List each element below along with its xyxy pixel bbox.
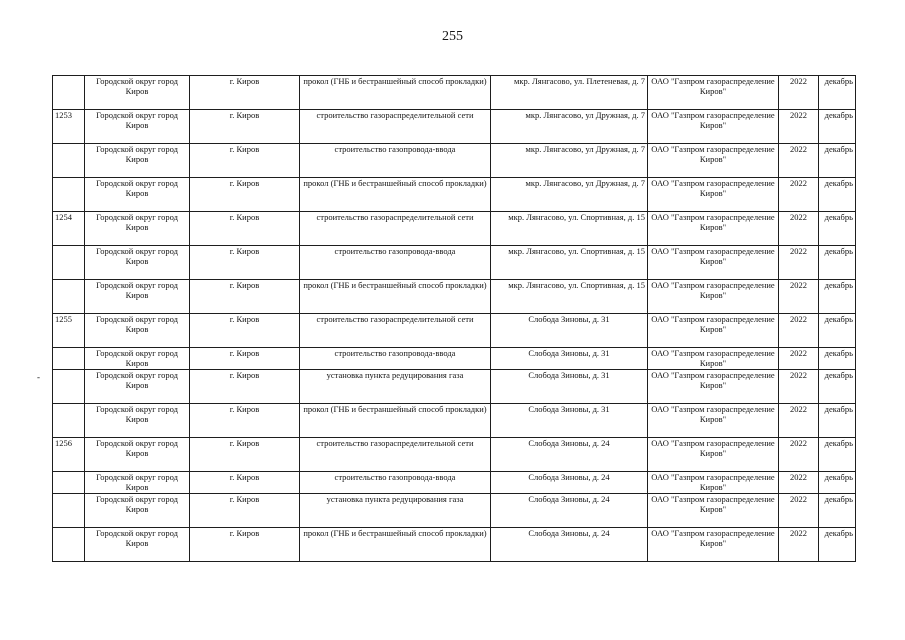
address-cell [491, 178, 648, 212]
work-type: прокол (ГНБ и бестраншейный способ прокладки) [303, 280, 487, 290]
organization-line-2: Киров" [699, 324, 727, 334]
municipality-line-2: Киров [125, 448, 149, 458]
municipality-line-1: Городской округ город [96, 404, 178, 414]
organization-line-2: Киров" [699, 120, 727, 130]
row-number: 1256 [55, 438, 72, 448]
address: Слобода Зиновы, д. 24 [528, 528, 610, 538]
month-cell [819, 178, 856, 212]
table-row [53, 438, 856, 472]
address: Слобода Зиновы, д. 24 [528, 494, 610, 504]
address-cell [491, 110, 648, 144]
month-cell [819, 528, 856, 562]
month-cell [819, 404, 856, 438]
year-cell [779, 144, 819, 178]
year-cell [779, 246, 819, 280]
organization-line-2: Киров" [699, 538, 727, 548]
municipality-cell [85, 404, 190, 438]
address: мкр. Лянгасово, ул Дружная, д. 7 [525, 144, 645, 154]
organization-line-1: ОАО "Газпром газораспределение [651, 528, 775, 538]
work-type-cell [300, 280, 491, 314]
municipality-cell [85, 348, 190, 370]
row-number-cell [53, 314, 85, 348]
address: мкр. Лянгасово, ул. Спортивная, д. 15 [508, 246, 645, 256]
work-type: строительство газораспределительной сети [316, 212, 474, 222]
month-cell [819, 246, 856, 280]
municipality-line-2: Киров [125, 290, 149, 300]
table-row [53, 212, 856, 246]
locality-cell [190, 528, 300, 562]
municipality-line-2: Киров [125, 86, 149, 96]
work-type: прокол (ГНБ и бестраншейный способ прокладки) [303, 76, 487, 86]
municipality-line-1: Городской округ город [96, 110, 178, 120]
month-cell [819, 76, 856, 110]
row-number-cell [53, 528, 85, 562]
work-type-cell [300, 404, 491, 438]
work-type-cell [300, 76, 491, 110]
organization-cell [648, 314, 779, 348]
month: декабрь [824, 246, 853, 256]
municipality-line-1: Городской округ город [96, 472, 178, 482]
table-row [53, 110, 856, 144]
row-number: 1254 [55, 212, 72, 222]
work-type: строительство газопровода-ввода [334, 348, 456, 358]
locality: г. Киров [229, 76, 260, 86]
year-cell [779, 212, 819, 246]
work-type: прокол (ГНБ и бестраншейный способ прокладки) [303, 178, 487, 188]
locality: г. Киров [229, 528, 260, 538]
municipality-line-2: Киров [125, 380, 149, 390]
municipality-cell [85, 528, 190, 562]
work-type: строительство газопровода-ввода [334, 472, 456, 482]
work-type-cell [300, 528, 491, 562]
locality-cell [190, 178, 300, 212]
month: декабрь [824, 110, 853, 120]
table-row [53, 348, 856, 370]
municipality-line-1: Городской округ город [96, 494, 178, 504]
municipality-cell [85, 246, 190, 280]
month-cell [819, 438, 856, 472]
table-row [53, 370, 856, 404]
table-row [53, 144, 856, 178]
address-cell [491, 472, 648, 494]
year: 2022 [790, 404, 807, 414]
month: декабрь [824, 494, 853, 504]
year-cell [779, 438, 819, 472]
municipality-line-2: Киров [125, 358, 149, 368]
month: декабрь [824, 178, 853, 188]
work-type: строительство газораспределительной сети [316, 438, 474, 448]
organization-cell [648, 472, 779, 494]
municipality-cell [85, 212, 190, 246]
municipality-cell [85, 110, 190, 144]
municipality-line-1: Городской округ город [96, 370, 178, 380]
locality: г. Киров [229, 472, 260, 482]
address: мкр. Лянгасово, ул. Спортивная, д. 15 [508, 212, 645, 222]
municipality-line-2: Киров [125, 188, 149, 198]
organization-cell [648, 280, 779, 314]
work-type-cell [300, 178, 491, 212]
table-row [53, 178, 856, 212]
year-cell [779, 370, 819, 404]
month: декабрь [824, 76, 853, 86]
locality: г. Киров [229, 404, 260, 414]
municipality-cell [85, 370, 190, 404]
address-cell [491, 280, 648, 314]
year-cell [779, 528, 819, 562]
address-cell [491, 404, 648, 438]
month-cell [819, 144, 856, 178]
margin-mark: - [37, 372, 40, 382]
organization-cell [648, 348, 779, 370]
organization-line-2: Киров" [699, 222, 727, 232]
year-cell [779, 404, 819, 438]
locality-cell [190, 246, 300, 280]
locality-cell [190, 76, 300, 110]
month-cell [819, 280, 856, 314]
row-number-cell [53, 246, 85, 280]
month: декабрь [824, 472, 853, 482]
work-type-cell [300, 144, 491, 178]
municipality-line-1: Городской округ город [96, 528, 178, 538]
work-type-cell [300, 370, 491, 404]
table-row [53, 494, 856, 528]
locality-cell [190, 472, 300, 494]
municipality-line-2: Киров [125, 120, 149, 130]
year: 2022 [790, 144, 807, 154]
year: 2022 [790, 178, 807, 188]
locality: г. Киров [229, 348, 260, 358]
municipality-cell [85, 144, 190, 178]
address: Слобода Зиновы, д. 24 [528, 472, 610, 482]
organization-line-1: ОАО "Газпром газораспределение [651, 494, 775, 504]
municipality-line-2: Киров [125, 504, 149, 514]
locality-cell [190, 404, 300, 438]
address-cell [491, 494, 648, 528]
locality: г. Киров [229, 314, 260, 324]
organization-line-1: ОАО "Газпром газораспределение [651, 280, 775, 290]
locality-cell [190, 280, 300, 314]
page-number: 255 [442, 29, 463, 44]
year-cell [779, 280, 819, 314]
address-cell [491, 246, 648, 280]
address: мкр. Лянгасово, ул. Плетеневая, д. 7 [514, 76, 645, 86]
month: декабрь [824, 528, 853, 538]
month-cell [819, 494, 856, 528]
work-type: установка пункта редуцирования газа [326, 494, 464, 504]
locality: г. Киров [229, 212, 260, 222]
locality-cell [190, 110, 300, 144]
organization-cell [648, 110, 779, 144]
work-type-cell [300, 246, 491, 280]
work-type: строительство газораспределительной сети [316, 110, 474, 120]
address: Слобода Зиновы, д. 31 [528, 370, 610, 380]
work-type-cell [300, 494, 491, 528]
work-type-cell [300, 314, 491, 348]
year: 2022 [790, 348, 807, 358]
year: 2022 [790, 110, 807, 120]
organization-line-2: Киров" [699, 504, 727, 514]
municipality-cell [85, 438, 190, 472]
organization-line-2: Киров" [699, 188, 727, 198]
address-cell [491, 348, 648, 370]
organization-line-2: Киров" [699, 86, 727, 96]
year-cell [779, 314, 819, 348]
municipality-line-1: Городской округ город [96, 76, 178, 86]
year: 2022 [790, 212, 807, 222]
work-type-cell [300, 438, 491, 472]
work-type-cell [300, 110, 491, 144]
table-row [53, 528, 856, 562]
year-cell [779, 348, 819, 370]
row-number-cell [53, 212, 85, 246]
row-number-cell [53, 280, 85, 314]
municipality-cell [85, 314, 190, 348]
organization-line-1: ОАО "Газпром газораспределение [651, 212, 775, 222]
row-number: 1255 [55, 314, 72, 324]
organization-line-1: ОАО "Газпром газораспределение [651, 404, 775, 414]
year: 2022 [790, 314, 807, 324]
municipality-line-1: Городской округ город [96, 212, 178, 222]
locality: г. Киров [229, 438, 260, 448]
locality: г. Киров [229, 280, 260, 290]
organization-line-1: ОАО "Газпром газораспределение [651, 76, 775, 86]
month: декабрь [824, 212, 853, 222]
municipality-line-1: Городской округ город [96, 314, 178, 324]
row-number: 1253 [55, 110, 72, 120]
address-cell [491, 212, 648, 246]
organization-cell [648, 212, 779, 246]
organization-cell [648, 246, 779, 280]
organization-cell [648, 76, 779, 110]
year-cell [779, 76, 819, 110]
municipality-line-1: Городской округ город [96, 144, 178, 154]
locality: г. Киров [229, 110, 260, 120]
municipality-line-2: Киров [125, 414, 149, 424]
address-cell [491, 314, 648, 348]
row-number-cell [53, 144, 85, 178]
month-cell [819, 348, 856, 370]
municipality-line-2: Киров [125, 538, 149, 548]
municipality-line-2: Киров [125, 324, 149, 334]
organization-line-1: ОАО "Газпром газораспределение [651, 438, 775, 448]
organization-line-2: Киров" [699, 256, 727, 266]
municipality-line-2: Киров [125, 222, 149, 232]
month: декабрь [824, 144, 853, 154]
locality-cell [190, 212, 300, 246]
organization-line-2: Киров" [699, 358, 727, 368]
work-type: прокол (ГНБ и бестраншейный способ прокладки) [303, 528, 487, 538]
organization-line-2: Киров" [699, 154, 727, 164]
organization-cell [648, 528, 779, 562]
organization-line-1: ОАО "Газпром газораспределение [651, 178, 775, 188]
month-cell [819, 370, 856, 404]
municipality-line-1: Городской округ город [96, 280, 178, 290]
table-row [53, 472, 856, 494]
address-cell [491, 144, 648, 178]
row-number-cell [53, 494, 85, 528]
month: декабрь [824, 280, 853, 290]
work-type: строительство газопровода-ввода [334, 144, 456, 154]
row-number-cell [53, 76, 85, 110]
year: 2022 [790, 494, 807, 504]
row-number-cell [53, 438, 85, 472]
table-row [53, 280, 856, 314]
work-type: прокол (ГНБ и бестраншейный способ прокладки) [303, 404, 487, 414]
locality-cell [190, 438, 300, 472]
municipality-line-2: Киров [125, 256, 149, 266]
work-type-cell [300, 472, 491, 494]
municipality-line-1: Городской округ город [96, 246, 178, 256]
address-cell [491, 528, 648, 562]
year: 2022 [790, 246, 807, 256]
municipality-line-1: Городской округ город [96, 438, 178, 448]
work-type: строительство газораспределительной сети [316, 314, 474, 324]
year: 2022 [790, 472, 807, 482]
address: Слобода Зиновы, д. 31 [528, 348, 610, 358]
locality-cell [190, 348, 300, 370]
locality: г. Киров [229, 178, 260, 188]
organization-line-1: ОАО "Газпром газораспределение [651, 348, 775, 358]
locality-cell [190, 144, 300, 178]
work-type-cell [300, 212, 491, 246]
municipality-cell [85, 494, 190, 528]
table-body [53, 76, 856, 562]
year-cell [779, 110, 819, 144]
row-number-cell [53, 178, 85, 212]
address: Слобода Зиновы, д. 24 [528, 438, 610, 448]
address: Слобода Зиновы, д. 31 [528, 404, 610, 414]
organization-cell [648, 178, 779, 212]
organization-line-2: Киров" [699, 482, 727, 492]
year: 2022 [790, 76, 807, 86]
locality: г. Киров [229, 144, 260, 154]
organization-cell [648, 494, 779, 528]
row-number-cell [53, 110, 85, 144]
month-cell [819, 314, 856, 348]
table-row [53, 76, 856, 110]
year: 2022 [790, 528, 807, 538]
locality: г. Киров [229, 494, 260, 504]
year-cell [779, 178, 819, 212]
municipality-cell [85, 178, 190, 212]
locality: г. Киров [229, 370, 260, 380]
month-cell [819, 110, 856, 144]
organization-cell [648, 144, 779, 178]
organization-cell [648, 438, 779, 472]
organization-line-1: ОАО "Газпром газораспределение [651, 144, 775, 154]
organization-line-1: ОАО "Газпром газораспределение [651, 314, 775, 324]
year: 2022 [790, 438, 807, 448]
organization-line-1: ОАО "Газпром газораспределение [651, 370, 775, 380]
address-cell [491, 438, 648, 472]
organization-line-1: ОАО "Газпром газораспределение [651, 246, 775, 256]
table-row [53, 246, 856, 280]
year: 2022 [790, 370, 807, 380]
row-number-cell [53, 370, 85, 404]
row-number-cell [53, 404, 85, 438]
work-type: установка пункта редуцирования газа [326, 370, 464, 380]
table-row [53, 404, 856, 438]
locality-cell [190, 314, 300, 348]
municipality-line-2: Киров [125, 482, 149, 492]
month: декабрь [824, 404, 853, 414]
month: декабрь [824, 438, 853, 448]
address-cell [491, 76, 648, 110]
municipality-line-2: Киров [125, 154, 149, 164]
organization-line-2: Киров" [699, 380, 727, 390]
address: Слобода Зиновы, д. 31 [528, 314, 610, 324]
address: мкр. Лянгасово, ул. Спортивная, д. 15 [508, 280, 645, 290]
year-cell [779, 494, 819, 528]
month: декабрь [824, 348, 853, 358]
work-type-cell [300, 348, 491, 370]
organization-line-1: ОАО "Газпром газораспределение [651, 472, 775, 482]
organization-line-2: Киров" [699, 448, 727, 458]
gas-works-table [52, 75, 856, 562]
year-cell [779, 472, 819, 494]
municipality-line-1: Городской округ город [96, 348, 178, 358]
municipality-cell [85, 76, 190, 110]
address: мкр. Лянгасово, ул Дружная, д. 7 [525, 110, 645, 120]
organization-line-1: ОАО "Газпром газораспределение [651, 110, 775, 120]
organization-line-2: Киров" [699, 414, 727, 424]
locality-cell [190, 494, 300, 528]
month-cell [819, 472, 856, 494]
table-row [53, 314, 856, 348]
month: декабрь [824, 370, 853, 380]
organization-line-2: Киров" [699, 290, 727, 300]
work-type: строительство газопровода-ввода [334, 246, 456, 256]
locality: г. Киров [229, 246, 260, 256]
row-number-cell [53, 348, 85, 370]
year: 2022 [790, 280, 807, 290]
municipality-cell [85, 472, 190, 494]
organization-cell [648, 370, 779, 404]
organization-cell [648, 404, 779, 438]
address-cell [491, 370, 648, 404]
locality-cell [190, 370, 300, 404]
municipality-line-1: Городской округ город [96, 178, 178, 188]
row-number-cell [53, 472, 85, 494]
month: декабрь [824, 314, 853, 324]
municipality-cell [85, 280, 190, 314]
month-cell [819, 212, 856, 246]
address: мкр. Лянгасово, ул Дружная, д. 7 [525, 178, 645, 188]
